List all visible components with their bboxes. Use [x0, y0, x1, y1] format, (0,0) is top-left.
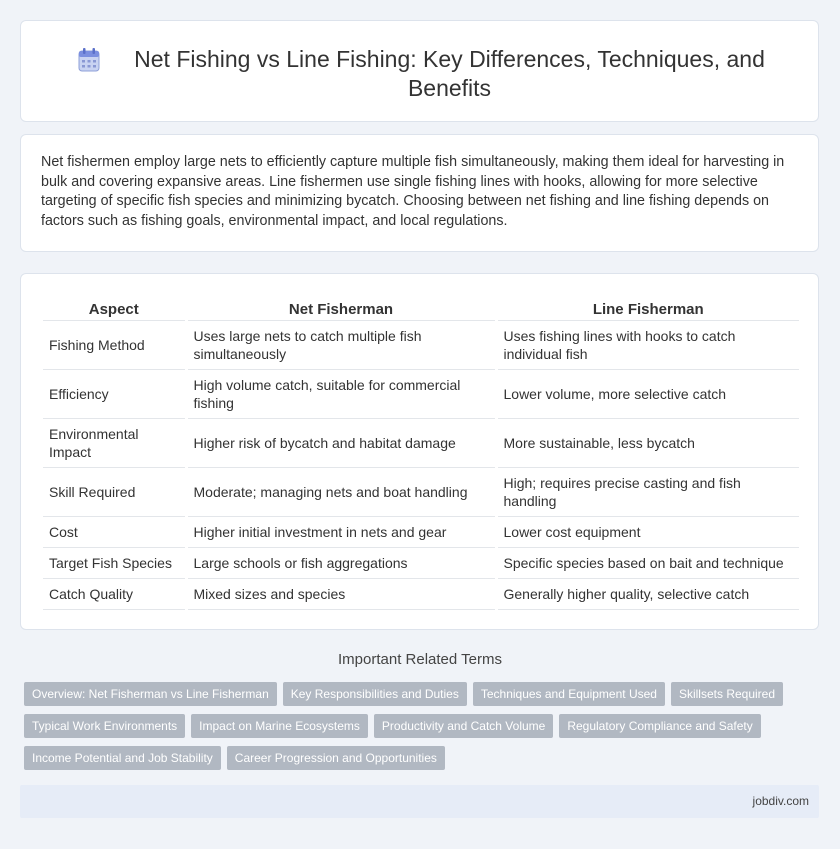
header-line-fisherman: Line Fisherman — [496, 295, 799, 320]
related-terms-title: Important Related Terms — [338, 651, 502, 668]
table-cell: Cost — [43, 516, 186, 547]
related-tag[interactable]: Regulatory Compliance and Safety — [559, 714, 760, 738]
comparison-card — [20, 273, 819, 630]
page-title: Net Fishing vs Line Fishing: Key Differences, Techniques, and Benefits — [134, 46, 765, 101]
table-cell: More sustainable, less bycatch — [496, 418, 799, 467]
table-cell: Large schools or fish aggregations — [186, 547, 496, 578]
title-card — [20, 20, 819, 122]
table-cell: Uses large nets to catch multiple fish simultaneously — [186, 320, 496, 369]
related-tag[interactable]: Income Potential and Job Stability — [24, 746, 221, 770]
table-cell: Higher initial investment in nets and gear — [186, 516, 496, 547]
header-net-fisherman: Net Fisherman — [186, 295, 496, 320]
table-row — [43, 547, 799, 578]
table-row — [43, 320, 799, 369]
table-cell: Lower volume, more selective catch — [496, 369, 799, 418]
table-cell: High; requires precise casting and fish handling — [496, 467, 799, 516]
header-aspect: Aspect — [43, 295, 186, 320]
related-tag[interactable]: Techniques and Equipment Used — [473, 682, 665, 706]
table-cell: Lower cost equipment — [496, 516, 799, 547]
table-cell: Generally higher quality, selective catch — [496, 578, 799, 609]
intro-card — [20, 134, 819, 252]
table-cell: Mixed sizes and species — [186, 578, 496, 609]
table-header-row — [43, 295, 799, 320]
table-cell: Efficiency — [43, 369, 186, 418]
related-tag[interactable]: Key Responsibilities and Duties — [283, 682, 467, 706]
table-cell: Higher risk of bycatch and habitat damage — [186, 418, 496, 467]
related-tag[interactable]: Skillsets Required — [671, 682, 783, 706]
table-cell: Moderate; managing nets and boat handling — [186, 467, 496, 516]
table-row — [43, 418, 799, 467]
footer — [20, 785, 819, 818]
table-cell: Fishing Method — [43, 320, 186, 369]
comparison-table — [43, 295, 799, 610]
table-cell: Skill Required — [43, 467, 186, 516]
table-cell: Environmental Impact — [43, 418, 186, 467]
related-tag[interactable]: Overview: Net Fisherman vs Line Fisherman — [24, 682, 277, 706]
table-cell: Target Fish Species — [43, 547, 186, 578]
table-row — [43, 578, 799, 609]
table-row — [43, 369, 799, 418]
related-terms-list — [24, 682, 814, 770]
table-row — [43, 516, 799, 547]
footer-site-link[interactable]: jobdiv.com — [752, 794, 809, 808]
table-cell: Uses fishing lines with hooks to catch individual fish — [496, 320, 799, 369]
table-row — [43, 467, 799, 516]
table-cell: Catch Quality — [43, 578, 186, 609]
related-tag[interactable]: Career Progression and Opportunities — [227, 746, 445, 770]
related-tag[interactable]: Typical Work Environments — [24, 714, 185, 738]
intro-paragraph: Net fishermen employ large nets to efficiently capture multiple fish simultaneously, making them ideal for harvesting in bulk and covering expansive areas. Line fishermen use single fishing lines with hooks, allowing for more selective targeting of specific fish species and minimizing bycatch. Choosing between net fishing and line fishing depends on factors such as fishing goals, environmental impact, and local regulations. — [41, 154, 785, 229]
related-tag[interactable]: Productivity and Catch Volume — [374, 714, 553, 738]
table-cell: Specific species based on bait and technique — [496, 547, 799, 578]
related-tag[interactable]: Impact on Marine Ecosystems — [191, 714, 368, 738]
table-cell: High volume catch, suitable for commercial fishing — [186, 369, 496, 418]
